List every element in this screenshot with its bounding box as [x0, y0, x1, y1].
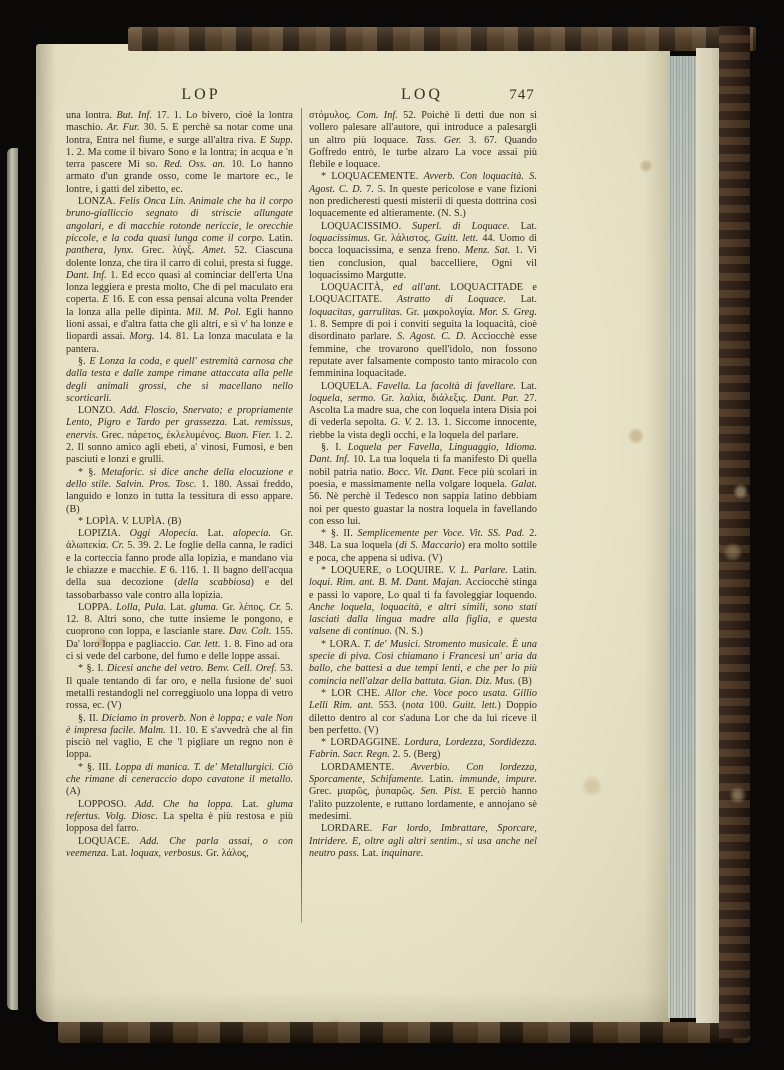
text-run: V.	[121, 515, 132, 527]
text-run: 27. Ascolta La madre sua, che con loquela intera Disia poi di vederla sepolta.	[309, 392, 538, 429]
text-run: LOQUACISSIMO.	[321, 220, 413, 232]
text-run: loquax, verbosus.	[130, 847, 206, 859]
text-run: remissus, enervis.	[66, 417, 294, 441]
book-cover-top-edge	[128, 27, 756, 51]
dictionary-paragraph	[66, 405, 293, 466]
page-header-left: LOP	[181, 86, 221, 103]
dictionary-paragraph	[66, 110, 293, 196]
text-run: immunde, impure.	[459, 774, 537, 786]
text-run: Grec. μιαρῶς, ῥυπαρῶς.	[309, 786, 421, 798]
text-run: Avverb. Con loquacità. S. Agost. C. D.	[309, 171, 537, 195]
text-run: Sen. Pist.	[420, 786, 469, 798]
text-run: 2. 5. (Berg)	[392, 749, 441, 761]
text-run: LOQUACITÀ,	[321, 282, 393, 294]
text-run: LOPPOSO.	[78, 798, 136, 810]
text-run: Ar. Fur.	[106, 122, 144, 134]
text-run: Cr.	[111, 540, 128, 552]
text-run: (B)	[518, 675, 532, 687]
page-number: 747	[509, 87, 535, 103]
text-run: Lat.	[242, 798, 268, 810]
text-run: LONZA.	[78, 196, 120, 208]
text-run: E Supp.	[259, 134, 293, 146]
text-run: * LOQUACEMENTE.	[321, 171, 424, 183]
text-run: inquinare.	[381, 847, 424, 859]
text-run: Red. Oss. an.	[163, 159, 232, 171]
text-run: loqui. Rim. ant. B. M. Dant. Majan.	[309, 577, 466, 589]
text-run: 30. 5. E perchè sa notar come una lontra, Entra nel fiume, e surge all'altra riva.	[66, 122, 293, 146]
text-run: Latin.	[429, 774, 460, 786]
text-run: Lat.	[232, 417, 255, 429]
text-run: 14. 81. La lonza maculata e la pantera.	[66, 331, 293, 355]
dictionary-paragraph	[66, 799, 293, 836]
text-run: Add. Floscio, Snervato; e propriamente Lento, Pigro e Tardo per grassezza.	[66, 405, 293, 429]
text-run: Gr. λέπος.	[222, 601, 270, 613]
text-run: Metaforic. si dice anche della elocuzione e dello stile. Salvin. Pros. Tosc.	[66, 466, 293, 490]
text-run: E	[159, 564, 170, 576]
dictionary-paragraph	[309, 171, 537, 220]
text-run: Loquela per Favella, Linguaggio, Idioma. Dant. Inf.	[309, 442, 538, 466]
text-run: gluma.	[190, 601, 223, 613]
text-column-right	[309, 110, 537, 860]
text-run: * LOR CHE.	[321, 687, 386, 699]
text-run: Lat.	[520, 380, 538, 392]
text-run: Far lordo, Imbrattare, Sporcare, Intridere. E, oltre agli altri sentim., si usa anche nel neutro pass.	[309, 823, 537, 859]
dictionary-paragraph	[66, 836, 293, 861]
text-run: panthera, lynx.	[66, 245, 142, 257]
text-run: Lat.	[362, 847, 382, 859]
text-run: §. II.	[78, 712, 102, 724]
text-run: Semplicemente per Voce. Vit. SS. Pad.	[357, 528, 530, 540]
text-run: nota	[405, 700, 430, 712]
text-run: LORDARE.	[321, 823, 382, 835]
dictionary-paragraph	[66, 713, 293, 762]
text-run: LOPPA.	[78, 601, 116, 613]
text-run: 100.	[429, 700, 453, 712]
dictionary-paragraph	[309, 282, 537, 380]
text-run: 1. Ed ecco quasi al cominciar dell'erta Una lonza leggiera e presta molto, Che di pel maculato era coperta.	[66, 269, 293, 306]
text-run: 5. 39. 2. Le foglie della canna, le radici e la corteccia fanno prode alla lopizia, e mandano via le chiazze e macchie.	[66, 540, 293, 576]
text-run: (A)	[66, 786, 81, 798]
text-run: 1. 2. Ma come il bivaro Sono e la lontra; in acqua e 'n terra pascere Mi so.	[66, 146, 293, 171]
text-run: Grec. πάρετος, ἐκλελυμένος.	[101, 429, 225, 441]
text-run: S. Agost. C. D.	[397, 331, 472, 343]
text-run: 155. Da' loro loppa e pagliaccio.	[66, 626, 294, 650]
text-run: ed all'ant.	[392, 282, 451, 294]
text-run: una lontra.	[66, 110, 117, 121]
text-run: §.	[78, 355, 90, 367]
text-run: Loppa di manica. T. de' Metallurgici. Ciò che rimane di ceneraccio dopo cavatone il metallo.	[66, 761, 293, 786]
dictionary-paragraph	[66, 602, 293, 663]
dictionary-paragraph	[309, 762, 537, 823]
text-run: 1. 8. Fino ad ora ci si vede del carbone, del fumo e delle loppe assai.	[66, 638, 293, 663]
text-run: LOQUACE.	[78, 835, 140, 847]
text-run: Oggi Alopecia.	[129, 528, 208, 540]
text-run: Superl. di Loquace.	[412, 220, 521, 232]
text-run: 11. 10. E s'avvedrà che al fin pisciò nel vaglio, E che 'l pigliare un regno non è loppa.	[66, 724, 294, 761]
dictionary-paragraph	[66, 516, 293, 528]
dictionary-paragraph	[66, 196, 293, 356]
text-run: alopecia.	[232, 528, 281, 540]
text-run: gluma refertus. Volg. Diosc.	[66, 798, 293, 822]
dictionary-paragraph	[309, 688, 537, 737]
text-run: Lat.	[111, 847, 131, 859]
dictionary-page	[36, 44, 670, 1022]
text-run: 5. 12. 8. Altri sono, che tutte insieme le pongono, e cuoprono con loppa, e lascianle stare.	[66, 601, 293, 638]
page-header-right: LOQ	[401, 86, 443, 103]
book-cover-bottom-edge	[58, 1022, 750, 1043]
text-run: LOQUACITADE e LOQUACITATE.	[309, 282, 537, 306]
text-run: Favella. La facoltà di favellare.	[376, 380, 521, 392]
column-divider-rule	[301, 108, 302, 923]
text-run: Egli hanno lioni assai, e d'altra fatta che gli altri, e sì v' ha lonze e liopardi assai.	[66, 306, 293, 343]
text-run: 52. Poichè li detti due non si vollero palesare all'autore, qui introduce a palesargli un altro più loquace.	[309, 110, 538, 146]
dictionary-paragraph	[66, 356, 293, 405]
endpaper-edge	[696, 48, 719, 1023]
text-run: 17. 1. Lo bivero, cioè la lontra maschio.	[66, 110, 293, 134]
text-run: 1. 180. Assai freddo, languido e lonzo in tutta la tessitura di esso appare. (B)	[66, 478, 293, 515]
text-run: LONZO.	[78, 405, 121, 417]
text-run: στόμυλος.	[309, 110, 357, 121]
text-run: Gr. λαλία, διάλεξις.	[381, 392, 474, 404]
text-run: Morg.	[129, 331, 159, 343]
text-run: 10. Lo hanno armato d'un grande osso, come le martore ec., le lontre, i gatti del zibetto, ec.	[66, 159, 293, 195]
text-run: della scabbiosa	[177, 577, 251, 589]
text-run: * §.	[78, 466, 102, 478]
text-run: * §. I.	[78, 663, 107, 675]
text-run: 10. La tua loquela ti fa manifesto Di quella nobil patria natìo.	[309, 454, 537, 478]
dictionary-paragraph	[309, 737, 537, 762]
text-run: E perciò hanno l'alito puzzolente, e ruttano lordamente, e annojano sè medesimi.	[309, 786, 537, 822]
text-run: Lolla, Pula.	[115, 601, 170, 613]
text-run: G. V.	[390, 417, 416, 429]
text-run: 52. Ciascuna dolente lonza, che tira il carro di colui, presta si fugge.	[66, 245, 294, 269]
text-run: Lat.	[170, 601, 191, 613]
text-run: Dant. Par.	[473, 392, 525, 404]
text-run: 1. 2. 2. Il sonno amico agli ebeti, a' vinosi, Fumosi, e ben pasciuti e lonzi e grulli.	[66, 429, 294, 466]
page-fore-edge-stack	[668, 56, 696, 1018]
text-run: * §. III.	[78, 761, 116, 773]
dictionary-paragraph	[309, 221, 537, 282]
dictionary-paragraph	[309, 381, 537, 442]
text-run: Astratto di Loquace.	[396, 294, 521, 306]
text-run: Gr. λάλιστος.	[374, 232, 435, 244]
text-run: Cr.	[269, 601, 286, 613]
facing-page-edge	[7, 148, 18, 1010]
text-run: E	[102, 294, 113, 306]
text-run: 44. Uomo di bocca loquacissima, e senza freno.	[309, 232, 538, 257]
text-run: Add. Che ha loppa.	[135, 798, 243, 810]
dictionary-paragraph	[309, 639, 537, 688]
text-run: Mil. M. Pol.	[186, 306, 246, 318]
text-run: * §. II.	[321, 528, 358, 540]
dictionary-paragraph	[66, 663, 293, 712]
text-run: loquacissimus.	[309, 232, 375, 244]
text-run: 7. 5. In queste pericolose e vane fizioni non predicheresti questi misterii di questa dottrina così loquacemente ed altieramente. (N. S.)	[309, 183, 538, 220]
text-run: Gr. ἀλωπεκία.	[66, 528, 293, 552]
text-run: loquela, sermo.	[309, 392, 382, 404]
text-run: * LORDAGGINE.	[321, 737, 405, 749]
text-run: Latin.	[512, 564, 537, 576]
text-run: But. Inf.	[116, 110, 157, 121]
text-run: 553. (	[378, 700, 406, 712]
text-run: * LOQUERE, o LOQUIRE.	[321, 564, 449, 576]
dictionary-paragraph	[66, 528, 293, 602]
text-run: LUPÌA. (B)	[131, 515, 182, 527]
text-run: Car. lett.	[184, 638, 224, 650]
text-run: Com. Inf.	[356, 110, 404, 121]
text-run: Menz. Sat.	[464, 245, 516, 257]
text-run: Latin.	[268, 232, 293, 244]
text-run: Allor che. Voce poco usata. Gillio Lelli Rim. ant.	[309, 687, 537, 712]
text-run: Mor. S. Greg.	[478, 306, 537, 318]
text-column-left	[66, 110, 293, 860]
text-run: ) e del tassobarbasso vale contro alla lopizia.	[66, 577, 293, 601]
text-run: §. I.	[321, 442, 348, 454]
text-run: V. L. Parlare.	[448, 564, 513, 576]
text-run: 6. 116. 1. Il bagno dell'acqua della sua decozione (	[66, 564, 294, 589]
text-run: Acciocchè esse femmine, che trovarono quell'idolo, non fossono reputate aver falsamente composto tanto miracolo con femminina loquacitade.	[309, 331, 537, 380]
dictionary-paragraph	[309, 442, 537, 528]
text-run: LOPIZIA.	[78, 528, 130, 540]
text-run: loquacitas, garrulitas.	[309, 306, 407, 318]
text-run: Bocc. Vit. Dant.	[387, 466, 459, 478]
text-run: Amet.	[202, 245, 235, 257]
text-run: T. de' Musici. Stromento musicale. È una specie di piva. Così chiamano i Francesi un' aria da ballo, che battesi a due tempi lenti, e che per lo più comincia nell'alzar della battuta. Gian. Diz. Mus.	[309, 638, 537, 687]
text-run: Diciamo in proverb. Non è loppa; e vale Non è impresa facile. Malm.	[66, 712, 293, 736]
text-run: Gr. λάλος,	[205, 847, 249, 859]
text-run: ) Doppio diletto dentro al cor s'aduna Lor che da lui riceve il ben perfetto. (V)	[309, 700, 537, 736]
text-run: Dicesi anche del vetro. Benv. Cell. Oref.	[106, 663, 281, 675]
text-run: Fece più scolari in poesia, e massimamente nella volgare loquela.	[309, 466, 537, 490]
text-run: 1. 8. Sempre di poi i conviti seguita la loquacità, cioè disordinato parlare.	[309, 319, 537, 343]
text-run: Gr. μακρολογία.	[406, 306, 479, 318]
dictionary-paragraph	[309, 110, 537, 171]
text-run: 16. E con essa pensai alcuna volta Prender la lonza alla pelle dipinta.	[66, 294, 293, 318]
text-run: Lat.	[207, 528, 233, 540]
text-run: Guitt. lett.	[452, 700, 498, 712]
dictionary-paragraph	[309, 528, 537, 565]
text-run: ) era molto sottile e poca, che appena si udiva. (V)	[309, 540, 537, 564]
text-run: 1. Vi tien conclusion, qual baccelliere, Ogni vil loquacissimo Margutte.	[309, 245, 537, 281]
text-run: Lordura, Lordezza, Sordidezza. Fabrin. Sacr. Regn.	[309, 737, 537, 761]
text-run: LORDAMENTE.	[321, 761, 411, 773]
dictionary-paragraph	[309, 823, 537, 860]
text-run: Lat.	[520, 220, 537, 232]
text-run: Add. Che parla assai, o con veemenza.	[66, 835, 293, 859]
text-run: Acciocchè stinga e passi lo vapore, Lo qual ti fa favoleggiar loquendo.	[309, 577, 537, 601]
dictionary-paragraph	[66, 467, 293, 516]
book-cover-right-edge	[719, 26, 750, 1038]
text-run: 2. 348. La sua loquela (	[309, 528, 537, 552]
text-run: Felis Onca Lin. Animale che ha il corpo bruno-gialliccio segnato di striscie allungate angolari, e di macchie rotonde nericcie, le orecchie piccole, e la coda quasi lunga come il corpo.	[66, 196, 293, 244]
text-run: Dant. Inf.	[66, 269, 111, 281]
text-run: Guitt. lett.	[434, 232, 483, 244]
text-run: Buon. Fier.	[224, 429, 275, 441]
text-run: Lat.	[520, 294, 537, 306]
text-run: * LOPÌA.	[78, 515, 122, 527]
text-run: Avverbio. Con lordezza, Sporcamente, Schifamente.	[309, 761, 537, 786]
text-run: (N. S.)	[394, 626, 423, 638]
text-run: * LORA.	[321, 638, 364, 650]
dictionary-paragraph	[309, 565, 537, 639]
text-run: 53. Il quale tentando di far oro, e nella fusione de' suoi metalli restandogli nel correggiuolo una loppa di vetro rossa, ec. (V)	[66, 663, 293, 712]
text-run: La spelta è più restosa e più lopposa del farro.	[66, 810, 293, 835]
text-run: 2. 13. 1. Siccome innocente, riebbe la vista degli occhi, e la loquela del parlare.	[309, 417, 537, 441]
text-run: 3. 67. Quando Goffredo entrò, le turbe alzaro La voce assai più flebile e loquace.	[309, 134, 538, 171]
text-run: Anche loquela, loquacità, e altri simili, sono stati lasciati dalla lingua madre alla figlia, e questa valsene di continuo.	[309, 601, 537, 638]
text-run: 56. Nè perchè il Tedesco non sappia latino debbiam noi per questo guastar la nostra loquela in favellando con esso lui.	[309, 491, 537, 527]
dictionary-paragraph	[66, 762, 293, 799]
text-run: LOQUELA.	[321, 380, 377, 392]
text-run: Grec. λύγξ.	[141, 245, 203, 257]
text-run: Galat.	[510, 478, 537, 490]
text-run: Dav. Colt.	[228, 626, 275, 638]
text-run: Tass. Ger.	[415, 134, 469, 146]
text-run: di S. Maccario	[398, 540, 462, 552]
text-run: E Lonza la coda, e quell' estremità carnosa che dalla testa e dalle zampe rimane attaccata alla pelle degli animali grossi, che si macellano nello scorticarli.	[66, 355, 293, 404]
